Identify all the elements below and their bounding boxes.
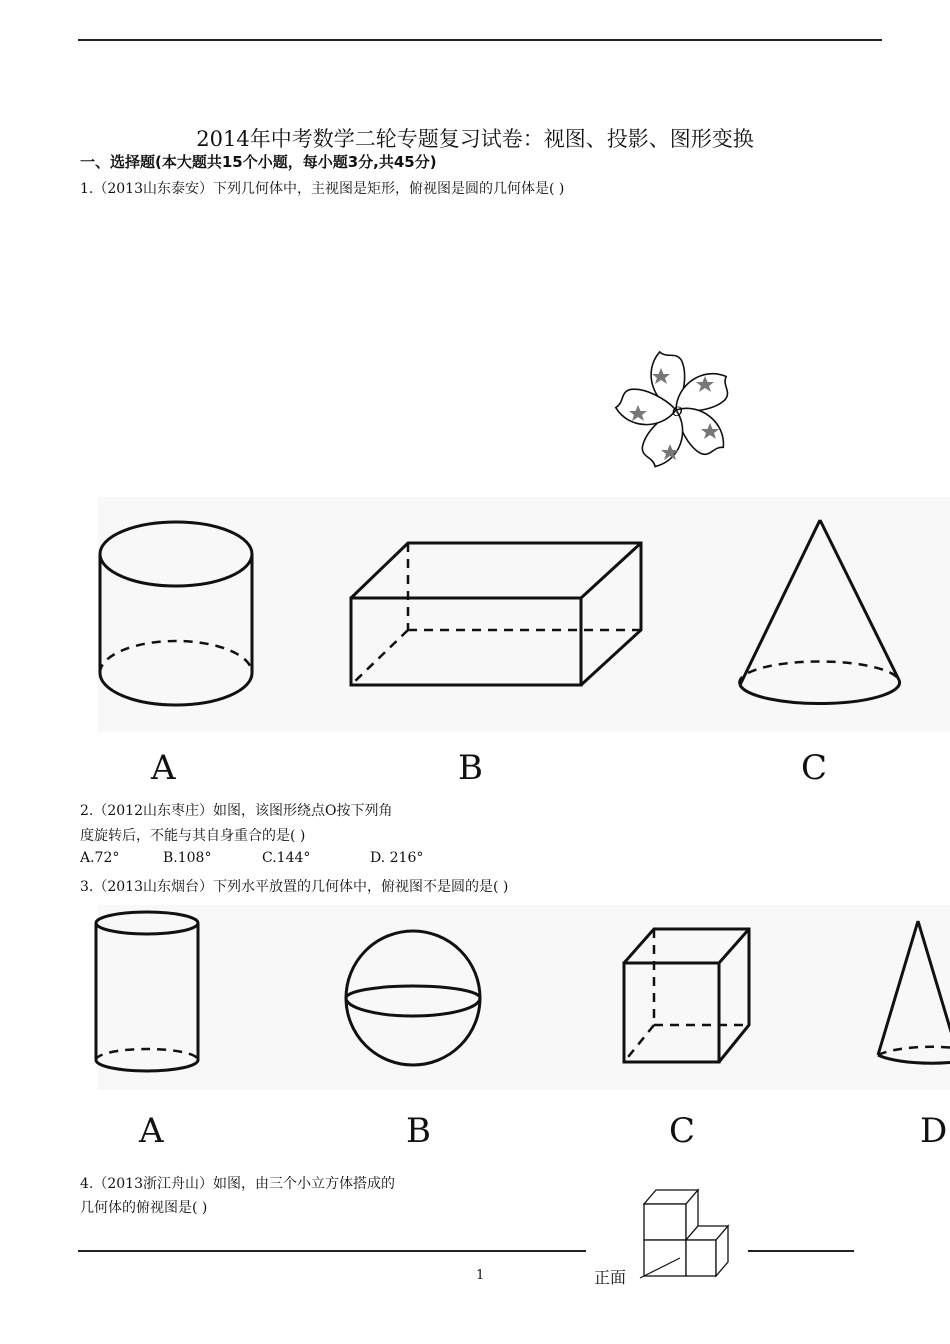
q3-label-a: A [139, 1111, 164, 1151]
question-2-line-2: 度旋转后，不能与其自身重合的是( ) [80, 828, 306, 844]
q3-sphere-figure [343, 928, 483, 1068]
q3-cylinder-figure [90, 905, 210, 1075]
q2-option-b: B.108° [163, 850, 212, 866]
question-4-line-1: 4.（2013浙江舟山）如图，由三个小立方体搭成的 [80, 1176, 395, 1192]
footer-rule-left [78, 1250, 586, 1252]
question-4-line-2: 几何体的俯视图是( ) [80, 1200, 208, 1216]
q3-label-c: C [669, 1111, 696, 1151]
q1-cuboid-figure [345, 535, 645, 695]
section-heading: 一、选择题(本大题共15个小题，每小题3分,共45分) [80, 153, 437, 171]
q3-label-b: B [406, 1111, 431, 1151]
flower-figure [610, 348, 740, 478]
footer-rule-right [748, 1250, 854, 1252]
page-number: 1 [476, 1268, 485, 1283]
q3-cone-figure [875, 915, 950, 1075]
question-3-text: 3.（2013山东烟台）下列水平放置的几何体中，俯视图不是圆的是( ) [80, 879, 509, 895]
q3-label-d: D [920, 1111, 948, 1151]
page-title: 2014年中考数学二轮专题复习试卷：视图、投影、图形变换 [196, 127, 754, 151]
question-1-text: 1.（2013山东泰安）下列几何体中，主视图是矩形，俯视图是圆的几何体是( ) [80, 181, 565, 197]
header-rule [78, 39, 882, 41]
q2-option-a: A.72° [80, 850, 120, 866]
q1-cylinder-figure [90, 510, 260, 710]
point-o-label: O [672, 405, 683, 420]
q2-option-d: D. 216° [370, 850, 424, 866]
q1-label-a: A [151, 748, 176, 788]
q1-label-b: B [458, 748, 483, 788]
front-label: 正面 [594, 1268, 627, 1287]
q1-cone-figure [735, 515, 905, 715]
q3-figure-panel [98, 905, 950, 1090]
q3-cube-figure [620, 925, 760, 1070]
q2-option-c: C.144° [262, 850, 311, 866]
q1-label-c: C [801, 748, 828, 788]
question-2-line-1: 2.（2012山东枣庄）如图，该图形绕点O按下列角 [80, 803, 393, 819]
